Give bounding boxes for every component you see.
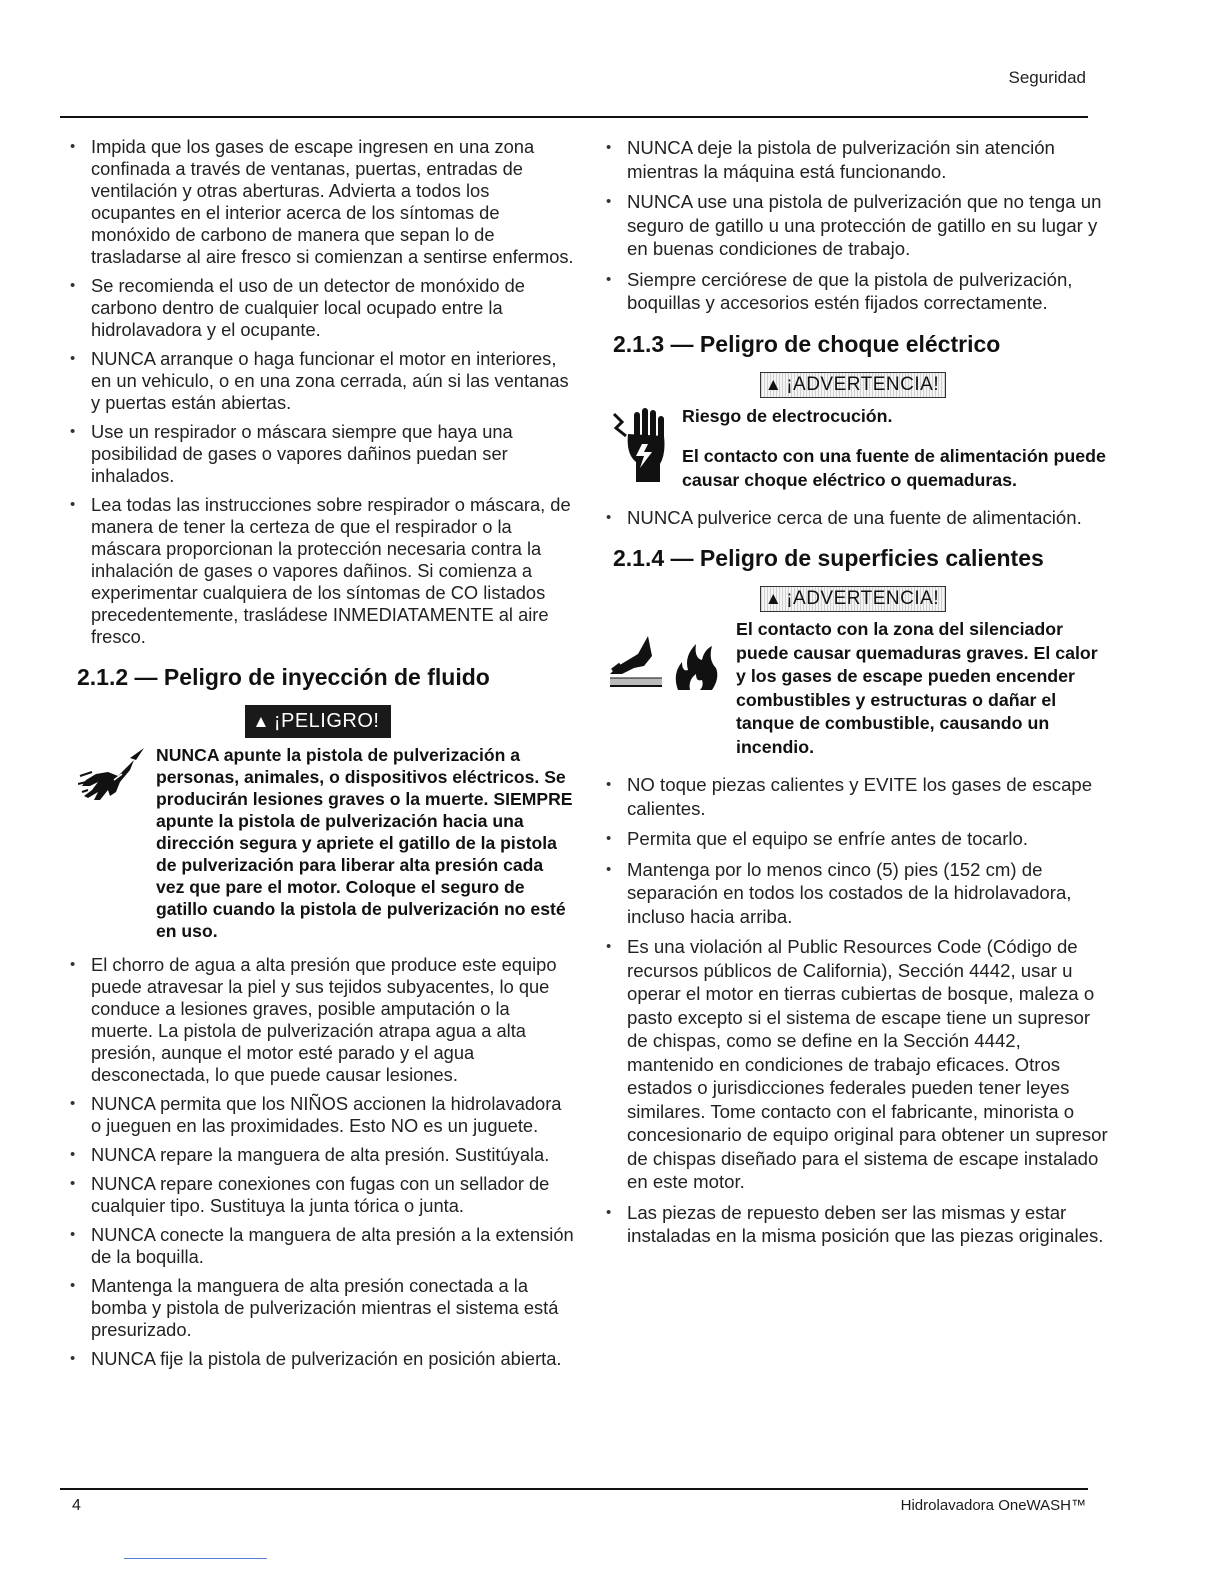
left-column (62, 136, 574, 1377)
shock-hazard-line2: El contacto con una fuente de alimentación puede causar choque eléctrico o quemaduras. (682, 445, 1106, 490)
list-item: • NUNCA pulverice cerca de una fuente de alimentación. (598, 506, 1108, 530)
page-number: 4 (72, 1497, 81, 1514)
list-item: • Impida que los gases de escape ingresen en una zona confinada a través de ventanas, puertas, entradas de ventilación y otras aberturas. Advierta a todos los ocupantes en el interior acerca de los síntomas de monóxido de carbono de manera que sepan lo de trasladarse al aire fresco si comienzan a sentirse enfermos. (62, 136, 574, 268)
list-item: • NUNCA deje la pistola de pulverización sin atención mientras la máquina está funcionando. (598, 136, 1108, 183)
warning-triangle-icon: ▲ (764, 374, 783, 394)
list-item: • Mantenga la manguera de alta presión conectada a la bomba y pistola de pulverización mientras el sistema está presurizado. (62, 1275, 574, 1341)
list-item: • Siempre cerciórese de que la pistola de pulverización, boquillas y accesorios estén fijados correctamente. (598, 268, 1108, 315)
section-heading-214: 2.1.4 — Peligro de superficies calientes (613, 545, 1044, 571)
spray-gun-bullet-list (598, 136, 1108, 315)
list-item: • Mantenga por lo menos cinco (5) pies (152 cm) de separación en todos los costados de la hidrolavadora, incluso hacia arriba. (598, 858, 1108, 929)
injection-bullet-list (62, 954, 574, 1370)
list-item: • Las piezas de repuesto deben ser las mismas y estar instaladas en la misma posición que las piezas originales. (598, 1201, 1108, 1248)
warning-signal-word: ¡ADVERTENCIA! (786, 588, 940, 609)
list-item: • NUNCA use una pistola de pulverización que no tenga un seguro de gatillo u una protección de gatillo en su lugar y en buenas condiciones de trabajo. (598, 190, 1108, 261)
injection-hazard-block (62, 744, 574, 942)
shock-hazard-line1: Riesgo de electrocución. (682, 405, 893, 426)
electrocution-hand-icon (612, 404, 682, 489)
list-item: • NUNCA conecte la manguera de alta presión a la extensión de la boquilla. (62, 1224, 574, 1268)
warning-signal-box (760, 372, 946, 398)
header-rule (60, 116, 1088, 118)
list-item: • NUNCA fije la pistola de pulverización en posición abierta. (62, 1348, 574, 1370)
section-heading-213: 2.1.3 — Peligro de choque eléctrico (613, 330, 1001, 357)
footer-rule (60, 1488, 1088, 1490)
shock-hazard-block (598, 404, 1108, 492)
list-item: • El chorro de agua a alta presión que produce este equipo puede atravesar la piel y sus tejidos subyacentes, lo que conduce a lesiones graves, posible amputación o la muerte. La pistola de pulverización atrapa agua a alta presión, aunque el motor esté parado y el agua desconectada, lo que puede causar lesiones. (62, 954, 574, 1086)
injection-hazard-text: NUNCA apunte la pistola de pulverización a personas, animales, o dispositivos eléctricos. Se producirán lesiones graves o la muerte. SIEMPRE apunte la pistola de pulverización hacia una dirección segura y apriete el gatillo de la pistola de pulverización para liberar alta presión cada vez que pare el motor. Coloque el seguro de gatillo cuando la pistola de pulverización no esté en uso. (156, 745, 573, 941)
hot-surface-hazard-block (598, 618, 1108, 759)
decorative-blue-line (124, 1558, 267, 1559)
warning-triangle-icon: ▲ (764, 589, 783, 608)
list-item: • Permita que el equipo se enfríe antes de tocarlo. (598, 827, 1108, 851)
danger-signal-box (245, 705, 392, 738)
list-item: • Lea todas las instrucciones sobre respirador o máscara, de manera de tener la certeza de que el respirador o la máscara proporcionan la protección necesaria contra la inhalación de gases o vapores dañinos. Si comienza a experimentar cualquiera de los síntomas de CO listados precedentemente, trasládese INMEDIATAMENTE al aire fresco. (62, 494, 574, 648)
shock-bullet-list (598, 506, 1108, 530)
hot-surface-fire-icon (608, 634, 730, 699)
list-item: • Se recomienda el uso de un detector de monóxido de carbono dentro de cualquier local ocupado entre la hidrolavadora y el ocupante. (62, 275, 574, 341)
danger-signal-word: ¡PELIGRO! (273, 710, 380, 732)
list-item: • NUNCA arranque o haga funcionar el motor en interiores, en un vehiculo, o en una zona cerrada, aún si las ventanas y puertas están abiertas. (62, 348, 574, 414)
footer-product-name: Hidrolavadora OneWASH™ (900, 1497, 1086, 1514)
list-item: • Es una violación al Public Resources Code (Código de recursos públicos de California), Sección 4442, usar u operar el motor en tierras cubiertas de bosque, maleza o pasto excepto si el sistema de escape tiene un supresor de chispas, como se define en la Sección 4442, mantenido en condiciones de trabajo eficaces. Otros estados o jurisdicciones federales pueden tener leyes similares. Tome contacto con el fabricante, minorista o concesionario de equipo original para obtener un supresor de chispas diseñado para el sistema de escape instalado en este motor. (598, 935, 1108, 1194)
warning-signal-box (760, 586, 946, 612)
hot-surface-hazard-text: El contacto con la zona del silenciador puede causar quemaduras graves. El calor y los gases de escape pueden encender combustibles y estructuras o dañar el tanque de combustible, causando un incendio. (736, 619, 1098, 757)
list-item: • Use un respirador o máscara siempre que haya una posibilidad de gases o vapores dañinos puedan ser inhalados. (62, 421, 574, 487)
warning-signal-word: ¡ADVERTENCIA! (786, 373, 940, 395)
list-item: • NUNCA permita que los NIÑOS accionen la hidrolavadora o jueguen en las proximidades. Esto NO es un juguete. (62, 1093, 574, 1137)
co-bullet-list (62, 136, 574, 648)
warning-triangle-icon: ▲ (252, 712, 270, 731)
right-column (598, 136, 1108, 1255)
hot-surface-bullet-list (598, 773, 1108, 1248)
fluid-injection-hand-icon (78, 746, 154, 815)
header-section-label: Seguridad (1008, 68, 1086, 87)
list-item: • NO toque piezas calientes y EVITE los gases de escape calientes. (598, 773, 1108, 820)
list-item: • NUNCA repare la manguera de alta presión. Sustitúyala. (62, 1144, 574, 1166)
list-item: • NUNCA repare conexiones con fugas con un sellador de cualquier tipo. Sustituya la junta tórica o junta. (62, 1173, 574, 1217)
section-heading-212: 2.1.2 — Peligro de inyección de fluido (77, 664, 490, 690)
